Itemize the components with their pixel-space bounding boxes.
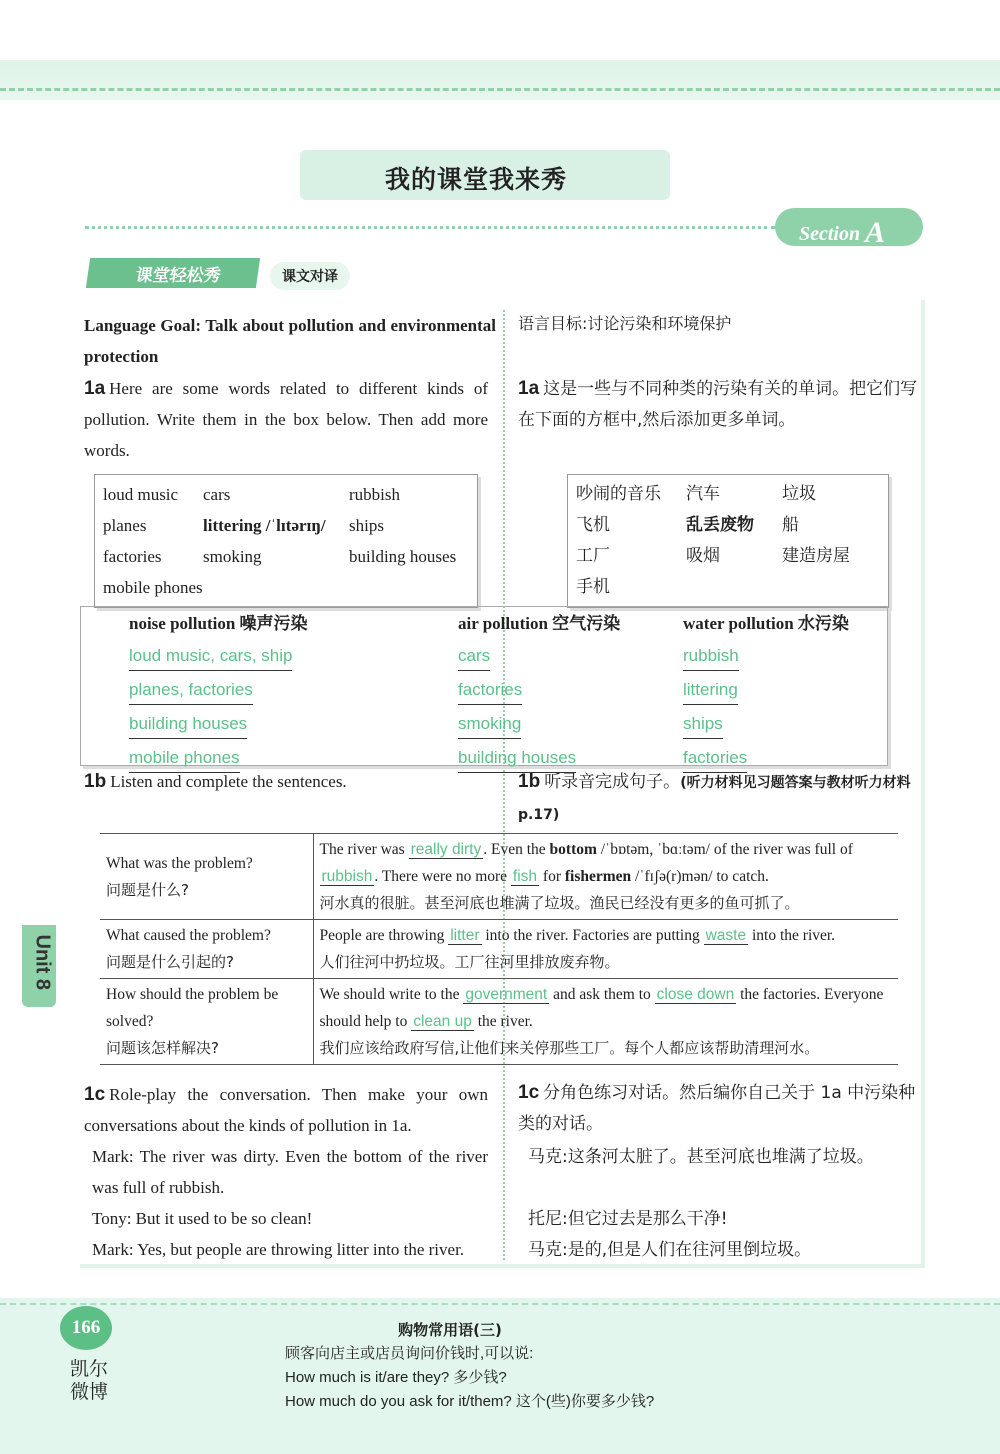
task-number: 1a bbox=[84, 378, 106, 399]
word: rubbish bbox=[349, 485, 400, 504]
word: mobile phones bbox=[103, 578, 203, 597]
answer: cars bbox=[458, 642, 490, 671]
word: loud music bbox=[103, 485, 179, 504]
text: /ˈfɪʃə(r)mən/ to catch. bbox=[631, 868, 769, 885]
text: The river was bbox=[319, 841, 409, 858]
answer: building houses bbox=[129, 710, 247, 739]
word: 建造房屋 bbox=[782, 546, 850, 566]
keyword: fishermen bbox=[564, 868, 632, 885]
page-title: 我的课堂我来秀 bbox=[385, 165, 568, 194]
answer: mobile phones bbox=[129, 744, 240, 773]
task-1c-en bbox=[84, 1079, 488, 1265]
question-en: What caused the problem? bbox=[106, 927, 271, 944]
text: the river. bbox=[473, 1013, 533, 1030]
sub-tag: 课文对译 bbox=[270, 262, 350, 290]
word: planes bbox=[103, 516, 147, 535]
task-number: 1c bbox=[84, 1084, 106, 1105]
answer: littering bbox=[683, 676, 738, 705]
category-title: air pollution 空气污染 bbox=[458, 614, 621, 633]
answer-cell bbox=[313, 920, 898, 979]
text: into the river. bbox=[748, 927, 836, 944]
dialogue-line: Tony: But it used to be so clean! bbox=[92, 1209, 313, 1228]
word: 垃圾 bbox=[782, 484, 816, 504]
word: 乱丢废物 bbox=[686, 515, 754, 535]
text: into the river. Factories are putting bbox=[481, 927, 704, 944]
question-cn: 问题是什么? bbox=[106, 880, 189, 899]
word: 汽车 bbox=[686, 484, 720, 504]
weibo-label: 凯尔微博 bbox=[70, 1358, 109, 1403]
task-1c-cn bbox=[518, 1077, 918, 1266]
question-cell bbox=[100, 834, 313, 920]
dialogue-line: Mark: The river was dirty. Even the bottom of the river was full of rubbish. bbox=[92, 1147, 488, 1197]
blank-answer: government bbox=[465, 986, 548, 1003]
word: 手机 bbox=[576, 577, 610, 597]
blank-answer: clean up bbox=[413, 1013, 472, 1030]
task-1b-en bbox=[84, 766, 347, 797]
category-title: noise pollution 噪声污染 bbox=[129, 614, 308, 633]
task-number: 1c bbox=[518, 1082, 540, 1103]
language-goal-en: Language Goal: Talk about pollution and environmental protection bbox=[84, 316, 496, 366]
dialogue-line: 马克:是的,但是人们在往河里倒垃圾。 bbox=[528, 1240, 812, 1260]
blank-answer: close down bbox=[656, 986, 735, 1003]
page-number: 166 bbox=[60, 1306, 112, 1350]
language-goal-cn: 语言目标:讨论污染和环境保护 bbox=[518, 314, 732, 333]
divider bbox=[85, 226, 775, 229]
tip-line: How much is it/are they? 多少钱? bbox=[285, 1369, 507, 1386]
unit-label: Unit 8 bbox=[31, 934, 54, 991]
task-text: Role-play the conversation. Then make your own conversations about the kinds of pollution in 1a. bbox=[84, 1085, 488, 1135]
text: for bbox=[539, 868, 565, 885]
task-1a-en bbox=[84, 373, 488, 466]
table-row bbox=[100, 834, 898, 920]
top-decoration-band bbox=[0, 0, 1000, 100]
word: building houses bbox=[349, 547, 457, 566]
word: ships bbox=[349, 516, 384, 535]
tip-title: 购物常用语(三) bbox=[398, 1321, 502, 1339]
table-row bbox=[100, 920, 898, 979]
text: We should write to the bbox=[319, 986, 464, 1003]
answer: smoking bbox=[458, 710, 521, 739]
word: smoking bbox=[203, 547, 262, 566]
task-text: Listen and complete the sentences. bbox=[110, 772, 347, 791]
word-box-cn bbox=[567, 474, 889, 608]
dialogue-line: Mark: Yes, but people are throwing litter into the river. bbox=[92, 1240, 465, 1259]
answer-cn: 我们应该给政府写信,让他们来关停那些工厂。每个人都应该帮助清理河水。 bbox=[319, 1039, 820, 1057]
text: /ˈbɒtəm, ˈbɑːtəm/ of the river was full of bbox=[596, 841, 853, 858]
text: . Even the bbox=[483, 841, 550, 858]
answer-cell bbox=[313, 979, 898, 1065]
section-label: Section bbox=[799, 223, 861, 245]
question-cn: 问题是什么引起的? bbox=[106, 953, 234, 971]
task-1b-cn bbox=[518, 766, 918, 831]
blank-answer: fish bbox=[512, 868, 538, 885]
task-number: 1b bbox=[84, 771, 107, 792]
word: littering /ˈlɪtərɪŋ/ bbox=[203, 516, 326, 535]
column-divider bbox=[503, 310, 505, 1260]
question-cell bbox=[100, 979, 313, 1065]
category-water bbox=[683, 611, 849, 773]
tip-line: How much do you ask for it/them? 这个(些)你要多少钱? bbox=[285, 1393, 655, 1410]
section-tag: 课堂轻松秀 bbox=[86, 258, 260, 288]
blank-answer: waste bbox=[705, 927, 747, 944]
answer: rubbish bbox=[683, 642, 739, 671]
section-badge bbox=[775, 208, 923, 249]
word: 吵闹的音乐 bbox=[576, 484, 661, 504]
text: . There were no more bbox=[374, 868, 511, 885]
keyword: bottom bbox=[549, 841, 597, 858]
word: 船 bbox=[782, 515, 799, 535]
task-number: 1a bbox=[518, 378, 540, 399]
pollution-category-box bbox=[80, 606, 888, 766]
answer: planes, factories bbox=[129, 676, 253, 705]
table-row bbox=[100, 979, 898, 1065]
dialogue-line: 马克:这条河太脏了。甚至河底也堆满了垃圾。 bbox=[528, 1147, 874, 1167]
listening-table bbox=[100, 833, 898, 1065]
task-note: (听力材料见习题答案与教材听力材料 p.17) bbox=[518, 775, 911, 823]
text: People are throwing bbox=[319, 927, 449, 944]
answer-cn: 河水真的很脏。甚至河底也堆满了垃圾。渔民已经没有更多的鱼可抓了。 bbox=[319, 894, 800, 912]
answer-cn: 人们往河中扔垃圾。工厂往河里排放废弃物。 bbox=[319, 953, 620, 971]
category-noise bbox=[129, 611, 308, 773]
category-air bbox=[458, 611, 620, 773]
word: cars bbox=[203, 485, 231, 504]
answer-cell bbox=[313, 834, 898, 920]
blank-answer: litter bbox=[450, 927, 480, 944]
word: 吸烟 bbox=[686, 546, 720, 566]
dialogue-line: 托尼:但它过去是那么干净! bbox=[528, 1209, 728, 1229]
text: and ask them to bbox=[549, 986, 655, 1003]
blank-answer: rubbish bbox=[321, 868, 373, 885]
task-text: Here are some words related to different kinds of pollution. Write them in the box below. Then add more words. bbox=[84, 379, 488, 460]
answer: ships bbox=[683, 710, 723, 739]
task-1a-cn bbox=[518, 373, 918, 436]
text: the factories. Everyone should help to bbox=[319, 986, 884, 1030]
category-title: water pollution 水污染 bbox=[683, 614, 849, 633]
blank-answer: really dirty bbox=[410, 841, 482, 858]
tip-line: 顾客向店主或店员询问价钱时,可以说: bbox=[285, 1345, 534, 1362]
question-cell bbox=[100, 920, 313, 979]
question-cn: 问题该怎样解决? bbox=[106, 1039, 219, 1057]
question-en: How should the problem be solved? bbox=[106, 986, 279, 1030]
task-number: 1b bbox=[518, 771, 541, 792]
task-text: 听录音完成句子。 bbox=[544, 772, 681, 792]
answer: loud music, cars, ship bbox=[129, 642, 292, 671]
answer: factories bbox=[458, 676, 522, 705]
question-en: What was the problem? bbox=[106, 854, 253, 872]
section-letter: A bbox=[865, 216, 886, 249]
unit-tab bbox=[22, 925, 56, 1007]
task-text: 分角色练习对话。然后编你自己关于 1a 中污染种类的对话。 bbox=[518, 1083, 916, 1134]
tip-box bbox=[285, 1318, 654, 1414]
word: 飞机 bbox=[576, 515, 610, 535]
word: factories bbox=[103, 547, 162, 566]
task-text: 这是一些与不同种类的污染有关的单词。把它们写在下面的方框中,然后添加更多单词。 bbox=[518, 379, 918, 430]
answer: factories bbox=[683, 744, 747, 773]
word: 工厂 bbox=[576, 546, 610, 566]
word-box-en bbox=[94, 474, 478, 608]
answer: building houses bbox=[458, 744, 576, 773]
